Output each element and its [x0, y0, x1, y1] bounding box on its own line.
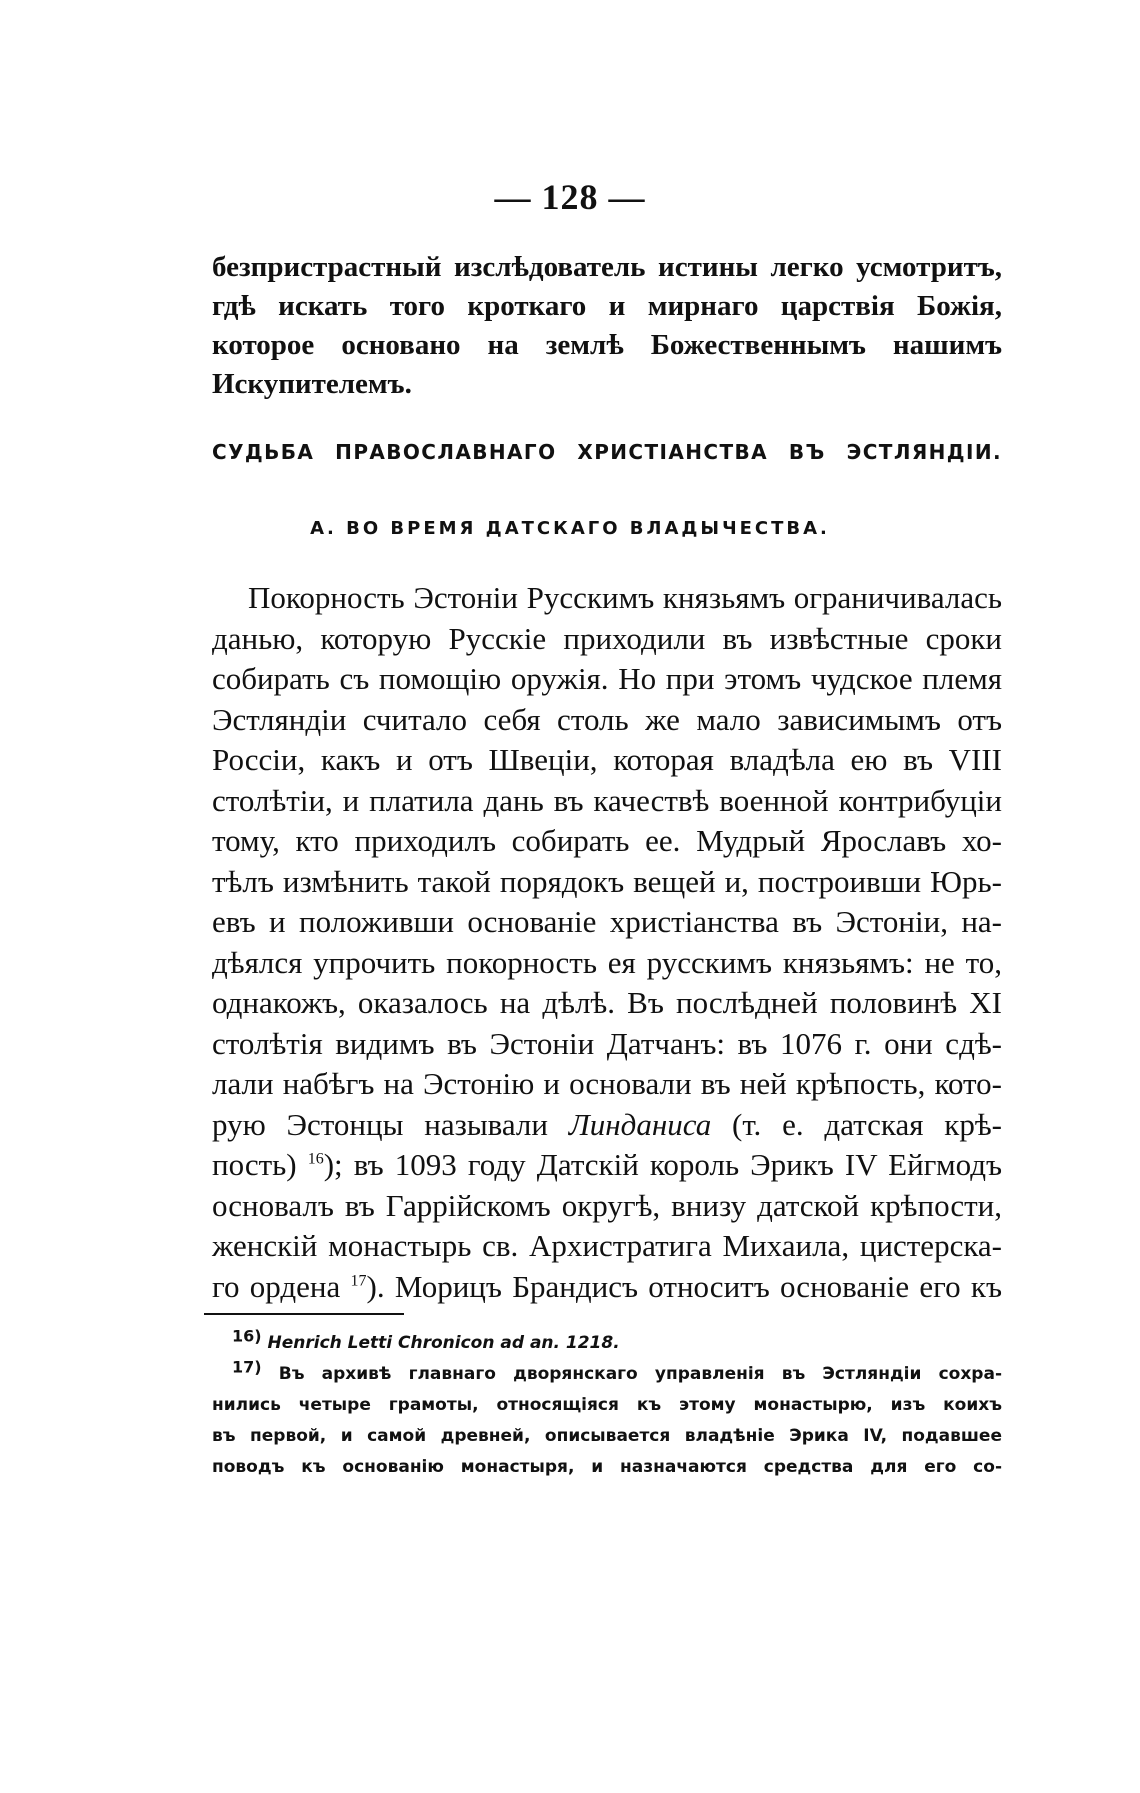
footnote-text: Въ архивѣ главнаго дворянскаго управленія въ Эстляндіи сохра-	[278, 1364, 1002, 1384]
text-line	[212, 1267, 1002, 1308]
text-line: дѣялся упрочить покорность ея русскимъ князьямъ: не то,	[212, 944, 1002, 980]
text-fragment: ); въ 1093 году Датскій король Эрикъ IV Ейгмодъ	[323, 1147, 1003, 1182]
text-line: женскій монастырь св. Архистратига Михаила, цистерска-	[212, 1228, 1002, 1263]
text-line: гдѣ искать того кроткаго и мирнаго царствія Божія,	[212, 290, 1002, 322]
footnote-16	[212, 1328, 1002, 1359]
section-title: СУДЬБА ПРАВОСЛАВНАГО ХРИСТІАНСТВА ВЪ ЭСТЛЯНДІИ.	[212, 440, 1002, 464]
footnotes	[212, 1328, 1002, 1483]
text-fragment: го ордена	[212, 1268, 341, 1304]
main-paragraph	[212, 578, 1002, 1307]
footnote-marker: 16)	[232, 1326, 262, 1346]
footnote-ref-17: 17	[350, 1272, 367, 1290]
footnote-17	[212, 1359, 1002, 1390]
text-fragment: ). Морицъ Брандисъ относитъ основаніе его къ	[366, 1268, 1003, 1304]
text-line: основалъ въ Гаррійскомъ округѣ, внизу датской крѣпости,	[212, 1187, 1002, 1223]
text-line: лали набѣгъ на Эстонію и основали въ ней крѣпость, кото-	[212, 1066, 1002, 1101]
footnote-text: Henrich Letti Chronicon ad an. 1218.	[267, 1333, 620, 1353]
text-line: столѣтія видимъ въ Эстоніи Датчанъ: въ 1076 г. они сдѣ-	[212, 1025, 1002, 1061]
fortress-name: Линданиса	[568, 1106, 712, 1142]
text-fragment: рую Эстонцы называли	[212, 1106, 548, 1142]
text-line: однакожъ, оказалось на дѣлѣ. Въ послѣдней половинѣ XI	[212, 985, 1002, 1020]
footnote-line: въ первой, и самой древней, описывается владѣніе Эрика IV, подавшее	[212, 1426, 1002, 1446]
continuation-text	[212, 248, 1002, 404]
text-line: Россіи, какъ и отъ Швеціи, которая владѣла ею въ VIII	[212, 742, 1002, 777]
page-number: — 128 —	[494, 177, 646, 217]
text-line: тѣлъ измѣнить такой порядокъ вещей и, построивши Юрь-	[212, 863, 1002, 899]
text-line: тому, кто приходилъ собирать ее. Мудрый Ярославъ хо-	[212, 823, 1002, 858]
footnote-line: поводъ къ основанію монастыря, и назначаются средства для его со-	[212, 1457, 1002, 1477]
footnote-divider	[204, 1313, 404, 1315]
text-line: Эстляндіи считало себя столь же мало зависимымъ отъ	[212, 701, 1002, 737]
text-line: безпристрастный изслѣдователь истины легко усмотритъ,	[212, 251, 1002, 283]
text-line: которое основано на землѣ Божественнымъ нашимъ	[212, 329, 1002, 361]
text-fragment: пость)	[212, 1147, 297, 1182]
text-line: Искупителемъ.	[212, 368, 412, 400]
text-line: данью, которую Русскіе приходили въ извѣстные сроки	[212, 620, 1002, 656]
text-line: Покорность Эстоніи Русскимъ князьямъ ограничивалась	[248, 580, 1002, 615]
text-line: собирать съ помощію оружія. Но при этомъ чудское племя	[212, 661, 1002, 696]
subsection-title: А. ВО ВРЕМЯ ДАТСКАГО ВЛАДЫЧЕСТВА.	[310, 518, 830, 539]
footnote-marker: 17)	[232, 1357, 262, 1377]
footnote-line: нились четыре грамоты, относящіяся къ этому монастырю, изъ коихъ	[212, 1395, 1002, 1415]
text-fragment: (т. е. датская крѣ-	[732, 1106, 1002, 1142]
footnote-ref-16: 16	[307, 1150, 324, 1168]
text-line	[212, 1105, 1002, 1146]
text-line	[212, 1145, 1002, 1186]
text-line: столѣтіи, и платила дань въ качествѣ военной контрибуціи	[212, 782, 1002, 818]
text-line: евъ и положивши основаніе христіанства въ Эстоніи, на-	[212, 904, 1002, 939]
